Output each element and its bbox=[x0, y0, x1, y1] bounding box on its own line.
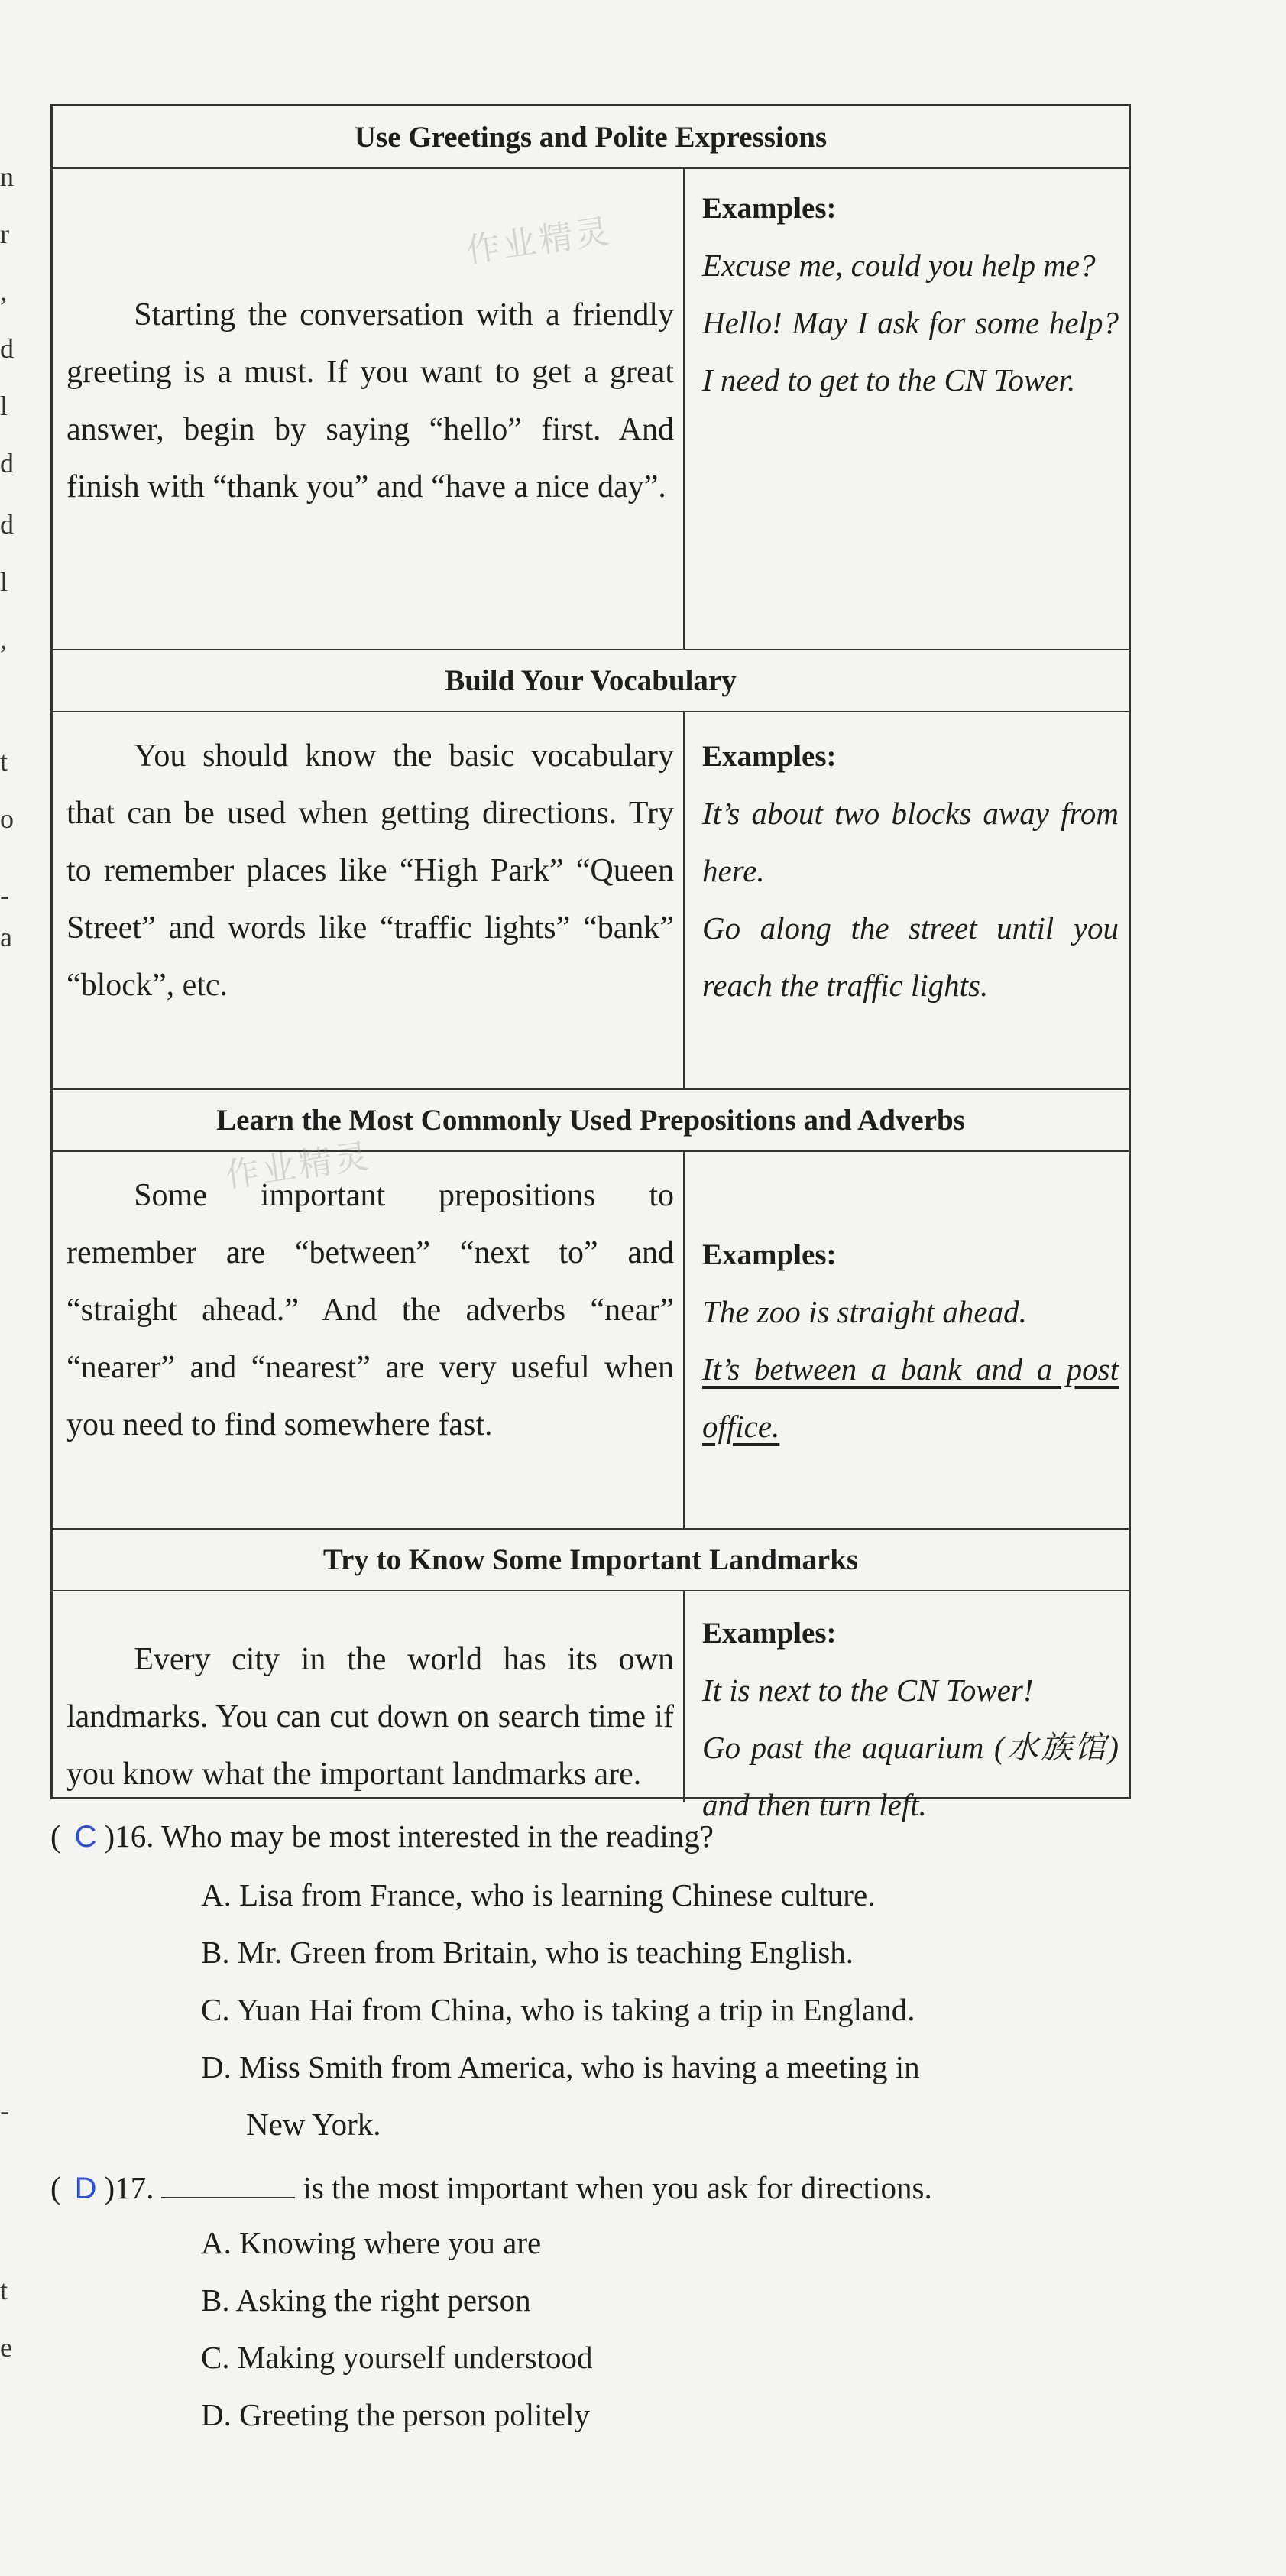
examples-box bbox=[702, 728, 1119, 1014]
option-b: B. Asking the right person bbox=[201, 2282, 531, 2318]
edge-letter: d bbox=[0, 448, 14, 479]
watermark: 作业精灵 bbox=[223, 1136, 374, 1196]
reading-table bbox=[50, 104, 1131, 1822]
question-17 bbox=[50, 2169, 932, 2206]
paren-open: ( bbox=[50, 2170, 61, 2205]
example-sentence: Go along the street until you reach the traffic lights. bbox=[702, 910, 1119, 1003]
examples-text bbox=[702, 1283, 1119, 1455]
section-heading bbox=[53, 1089, 1129, 1152]
edge-letter: t bbox=[0, 746, 8, 777]
column-divider bbox=[683, 1152, 685, 1528]
answer-mark: D bbox=[74, 2172, 97, 2205]
example-sentence: Hello! May I ask for some help? I need to get to the CN Tower. bbox=[702, 305, 1119, 397]
edge-letter: e bbox=[0, 2332, 12, 2363]
question-stem: )16. Who may be most interested in the reading? bbox=[104, 1818, 714, 1854]
option-c: C. Making yourself understood bbox=[201, 2340, 593, 2375]
edge-letter: n bbox=[0, 161, 14, 192]
examples-label: Examples: bbox=[702, 1238, 837, 1271]
examples-label: Examples: bbox=[702, 192, 837, 225]
section-heading-text: Build Your Vocabulary bbox=[445, 663, 737, 697]
section-body bbox=[66, 728, 674, 1014]
option-d-continued: New York. bbox=[246, 2107, 381, 2142]
edge-letter: r bbox=[0, 219, 9, 249]
edge-letter: l bbox=[0, 566, 8, 597]
section-body-text: You should know the basic vocabulary that can be used when getting directions. Try to remember places like “High Park” “Queen Street” and words like “traffic lights” “bank” “block”, etc. bbox=[66, 738, 674, 1003]
option-d: D. Miss Smith from America, who is having a meeting in bbox=[201, 2049, 920, 2084]
answer-mark: C bbox=[74, 1820, 97, 1854]
option-a: A. Knowing where you are bbox=[201, 2225, 542, 2260]
section-body bbox=[66, 1167, 674, 1454]
edge-letter: a bbox=[0, 922, 12, 952]
question-stem: is the most important when you ask for directions. bbox=[303, 2170, 932, 2205]
example-sentence: It is next to the CN Tower! bbox=[702, 1672, 1034, 1708]
edge-letter: , bbox=[0, 276, 7, 307]
section-body-text: Starting the conversation with a friendly greeting is a must. If you want to get a great answer, begin by saying “hello” first. And finish with “thank you” and “have a nice day”. bbox=[66, 297, 674, 504]
examples-box bbox=[702, 180, 1119, 409]
edge-letter: o bbox=[0, 803, 14, 834]
section-heading bbox=[53, 106, 1129, 169]
examples-label: Examples: bbox=[702, 1617, 837, 1650]
edge-letter: - bbox=[0, 880, 9, 910]
edge-letter: , bbox=[0, 624, 7, 654]
example-sentence-underlined: It’s between a bank and a post office. bbox=[702, 1351, 1119, 1444]
examples-text bbox=[702, 1662, 1119, 1834]
examples-box bbox=[702, 1604, 1119, 1834]
column-divider bbox=[683, 1591, 685, 1802]
edge-letter: l bbox=[0, 391, 8, 421]
section-body bbox=[66, 287, 674, 516]
option-a: A. Lisa from France, who is learning Chinese culture. bbox=[201, 1877, 876, 1913]
example-sentence: Go past the aquarium (水族馆) and then turn left. bbox=[702, 1730, 1119, 1822]
watermark: 作业精灵 bbox=[464, 211, 615, 271]
examples-box bbox=[702, 1226, 1119, 1455]
edge-letter: d bbox=[0, 509, 14, 540]
example-sentence: Excuse me, could you help me? bbox=[702, 248, 1096, 283]
section-heading-text: Try to Know Some Important Landmarks bbox=[322, 1543, 859, 1576]
edge-letter: d bbox=[0, 333, 14, 364]
section-heading bbox=[53, 650, 1129, 712]
edge-letter: t bbox=[0, 2275, 8, 2305]
examples-text bbox=[702, 237, 1119, 409]
paren-open: ( bbox=[50, 1818, 61, 1854]
section-body bbox=[66, 1631, 674, 1803]
section-heading-text: Use Greetings and Polite Expressions bbox=[354, 120, 828, 154]
option-c: C. Yuan Hai from China, who is taking a trip in England. bbox=[201, 1992, 915, 2027]
option-b: B. Mr. Green from Britain, who is teaching English. bbox=[201, 1935, 854, 1970]
question-number: )17. bbox=[104, 2170, 154, 2205]
fill-blank bbox=[161, 2174, 295, 2198]
edge-letter: - bbox=[0, 2095, 9, 2126]
section-heading-text: Learn the Most Commonly Used Prepositions and Adverbs bbox=[216, 1103, 965, 1137]
section-body-text: Every city in the world has its own landmarks. You can cut down on search time if you know what the important landmarks are. bbox=[66, 1642, 674, 1792]
example-sentence: The zoo is straight ahead. bbox=[702, 1294, 1027, 1329]
section-body-text: Some important prepositions to remember are “between” “next to” and “straight ahead.” And the adverbs “near” “nearer” and “nearest” are very useful when you need to find somewhere fast. bbox=[66, 1178, 674, 1442]
question-16 bbox=[50, 1818, 714, 1854]
section-heading bbox=[53, 1529, 1129, 1591]
option-d: D. Greeting the person politely bbox=[201, 2397, 590, 2432]
example-sentence: It’s about two blocks away from here. bbox=[702, 796, 1119, 888]
column-divider bbox=[683, 169, 685, 649]
examples-label: Examples: bbox=[702, 740, 837, 773]
examples-text bbox=[702, 785, 1119, 1014]
column-divider bbox=[683, 712, 685, 1088]
